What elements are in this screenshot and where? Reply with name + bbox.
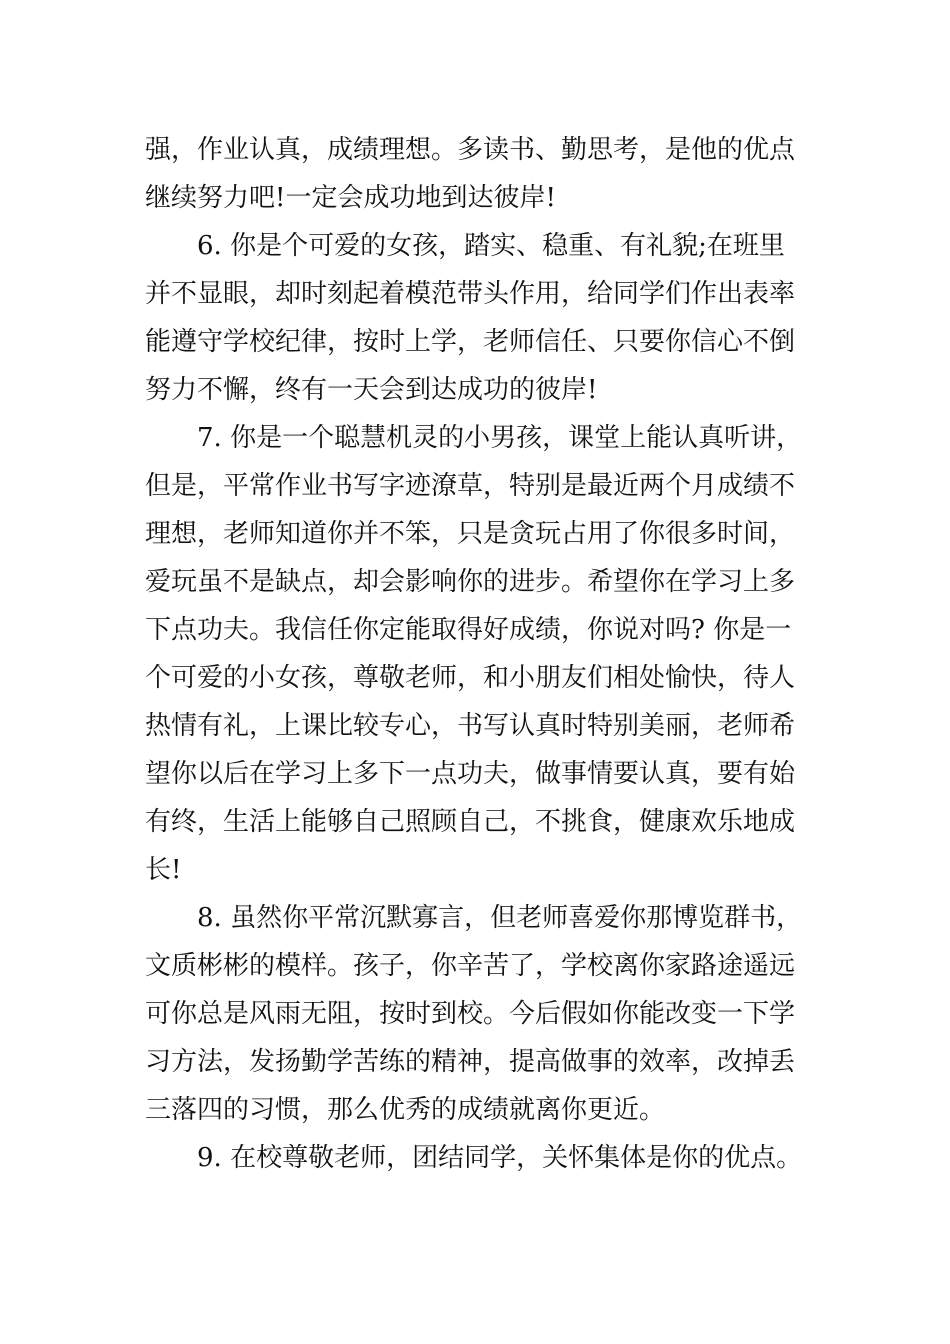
text-line: 继续努力吧!一定会成功地到达彼岸! (145, 183, 556, 213)
paragraph-start-6: 6. 你是个可爱的女孩，踏实、稳重、有礼貌;在班里 (197, 231, 785, 261)
body-text (145, 126, 810, 1182)
text-line: 个可爱的小女孩，尊敬老师，和小朋友们相处愉快，待人 (145, 663, 796, 693)
text-line: 爱玩虽不是缺点，却会影响你的进步。希望你在学习上多 (145, 567, 796, 597)
text-line: 能遵守学校纪律，按时上学，老师信任、只要你信心不倒 (145, 327, 796, 357)
paragraph-start-9: 9. 在校尊敬老师，团结同学，关怀集体是你的优点。 (197, 1143, 803, 1173)
text-line: 努力不懈，终有一天会到达成功的彼岸! (145, 375, 598, 405)
text-line: 文质彬彬的模样。孩子，你辛苦了，学校离你家路途遥远 (145, 951, 796, 981)
text-line: 并不显眼，却时刻起着模范带头作用，给同学们作出表率 (145, 279, 796, 309)
text-line: 下点功夫。我信任你定能取得好成绩，你说对吗? 你是一 (145, 615, 792, 645)
paragraph-start-7: 7. 你是一个聪慧机灵的小男孩，课堂上能认真听讲， (197, 423, 803, 453)
text-line: 有终，生活上能够自己照顾自己，不挑食，健康欢乐地成 (145, 807, 796, 837)
text-line: 理想，老师知道你并不笨，只是贪玩占用了你很多时间， (145, 519, 796, 549)
text-line: 长! (145, 855, 182, 885)
text-line: 强，作业认真，成绩理想。多读书、勤思考，是他的优点 (145, 135, 796, 165)
text-line: 可你总是风雨无阻，按时到校。今后假如你能改变一下学 (145, 999, 796, 1029)
paragraph-start-8: 8. 虽然你平常沉默寡言，但老师喜爱你那博览群书， (197, 903, 803, 933)
text-line: 三落四的习惯，那么优秀的成绩就离你更近。 (145, 1095, 666, 1125)
text-line: 但是，平常作业书写字迹潦草，特别是最近两个月成绩不 (145, 471, 796, 501)
text-line: 习方法，发扬勤学苦练的精神，提高做事的效率，改掉丢 (145, 1047, 796, 1077)
text-line: 热情有礼，上课比较专心，书写认真时特别美丽，老师希 (145, 711, 796, 741)
text-line: 望你以后在学习上多下一点功夫，做事情要认真，要有始 (145, 759, 796, 789)
